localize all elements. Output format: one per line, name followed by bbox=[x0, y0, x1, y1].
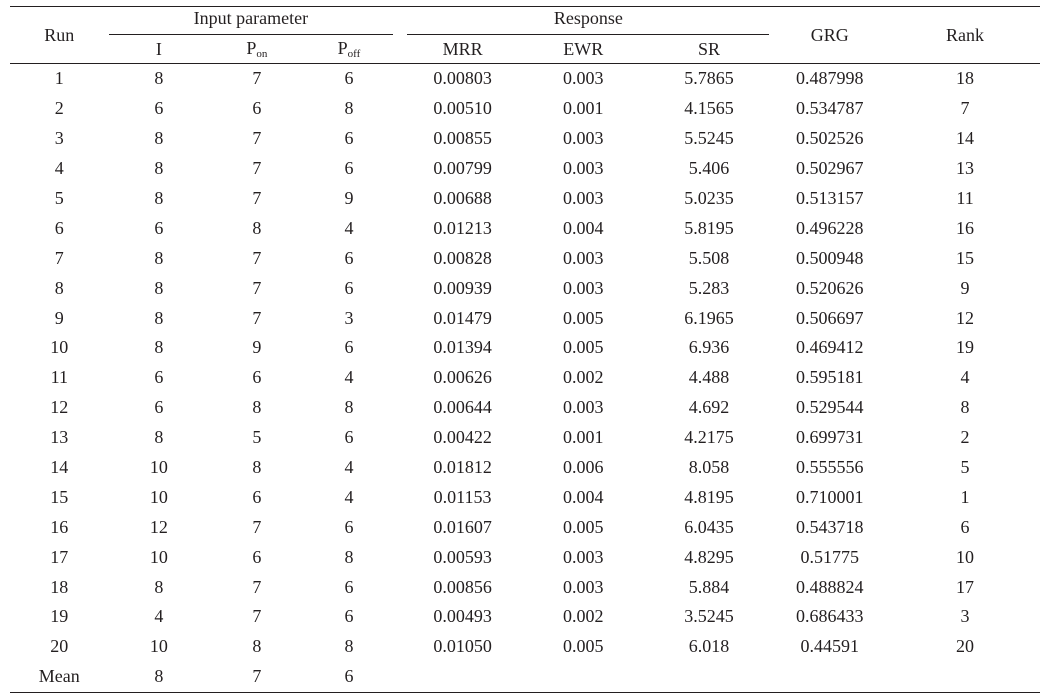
cell-rank: 1 bbox=[960, 486, 970, 507]
cell-rank: 18 bbox=[956, 68, 975, 89]
cell-grg: 0.529544 bbox=[795, 397, 864, 418]
cell-ewr: 0.006 bbox=[563, 457, 604, 478]
cell-grg: 0.699731 bbox=[795, 427, 864, 448]
cell-sr: 3.5245 bbox=[684, 606, 734, 627]
cell-pon: 8 bbox=[252, 636, 262, 657]
cell-run: 18 bbox=[50, 576, 69, 597]
cell-i: 8 bbox=[154, 427, 164, 448]
cell-rank: 11 bbox=[956, 188, 974, 208]
cell-rank: 13 bbox=[956, 158, 975, 179]
cell-mrr: 0.01812 bbox=[433, 457, 492, 478]
header-mrr: MRR bbox=[407, 35, 518, 64]
table-row bbox=[10, 482, 1040, 512]
cell-ewr: 0.001 bbox=[563, 98, 604, 119]
cell-rank bbox=[890, 662, 1040, 692]
cell-mrr: 0.00828 bbox=[433, 247, 492, 268]
cell-grg: 0.44591 bbox=[800, 636, 859, 657]
cell-sr: 5.508 bbox=[688, 247, 730, 268]
table-row bbox=[10, 333, 1040, 363]
cell-rank: 4 bbox=[960, 367, 970, 388]
cell-mrr: 0.00644 bbox=[433, 397, 492, 418]
cell-grg: 0.595181 bbox=[795, 367, 864, 388]
cell-rank: 7 bbox=[960, 98, 970, 119]
cell-poff: 4 bbox=[344, 457, 354, 478]
cell-run: 5 bbox=[54, 188, 64, 208]
cell-rank: 9 bbox=[960, 277, 970, 298]
cell-sr: 5.5245 bbox=[684, 128, 734, 149]
cell-grg: 0.686433 bbox=[795, 606, 864, 627]
cell-pon: 7 bbox=[252, 158, 262, 179]
cell-poff: 3 bbox=[344, 307, 354, 328]
cell-sr: 4.1565 bbox=[684, 98, 734, 119]
cell-ewr: 0.003 bbox=[563, 247, 604, 268]
cell-ewr: 0.005 bbox=[563, 337, 604, 358]
cell-run: 9 bbox=[54, 307, 64, 328]
cell-mrr: 0.00799 bbox=[433, 158, 492, 179]
cell-mrr: 0.00939 bbox=[433, 277, 492, 298]
cell-ewr: 0.002 bbox=[563, 367, 604, 388]
cell-sr: 4.2175 bbox=[684, 427, 734, 448]
cell-i: 10 bbox=[149, 486, 168, 507]
cell-run: Mean bbox=[10, 662, 109, 692]
cell-mrr: 0.00422 bbox=[433, 427, 492, 448]
header-response: Response bbox=[407, 7, 769, 36]
cell-ewr: 0.003 bbox=[563, 158, 604, 179]
cell-poff: 4 bbox=[344, 217, 354, 238]
cell-sr: 6.0435 bbox=[684, 516, 734, 537]
cell-ewr: 0.003 bbox=[563, 546, 604, 567]
cell-pon: 9 bbox=[252, 337, 262, 358]
cell-sr: 6.1965 bbox=[684, 307, 734, 328]
table-row bbox=[10, 542, 1040, 572]
cell-i: 10 bbox=[149, 636, 168, 657]
cell-i: 8 bbox=[154, 337, 164, 358]
cell-grg: 0.488824 bbox=[795, 576, 864, 597]
cell-rank: 8 bbox=[960, 397, 970, 418]
cell-i: 8 bbox=[154, 188, 164, 208]
table-row bbox=[10, 273, 1040, 303]
header-input-parameter: Input parameter bbox=[109, 7, 394, 36]
cell-i: 6 bbox=[154, 397, 164, 418]
header-poff: $P_{off}$ bbox=[305, 35, 394, 64]
header-ewr: EWR bbox=[518, 35, 649, 64]
cell-i: 8 bbox=[154, 576, 164, 597]
cell-i: 8 bbox=[154, 68, 164, 89]
cell-run: 16 bbox=[50, 516, 69, 537]
cell-run: 12 bbox=[50, 397, 69, 418]
cell-poff: 6 bbox=[305, 662, 394, 692]
cell-run: 20 bbox=[50, 636, 69, 657]
cell-sr: 5.8195 bbox=[684, 217, 734, 238]
table-row bbox=[10, 94, 1040, 124]
cell-poff: 6 bbox=[344, 128, 354, 149]
cell-rank: 20 bbox=[956, 636, 975, 657]
cell-grg: 0.502967 bbox=[795, 158, 864, 179]
cell-mrr: 0.01213 bbox=[433, 217, 492, 238]
cell-mrr: 0.00493 bbox=[433, 606, 492, 627]
table-row bbox=[10, 363, 1040, 393]
cell-grg: 0.487998 bbox=[795, 68, 864, 89]
cell-run: 6 bbox=[54, 217, 64, 238]
table-row bbox=[10, 632, 1040, 662]
cell-i: 6 bbox=[154, 217, 164, 238]
cell-sr bbox=[649, 662, 770, 692]
cell-grg: 0.51775 bbox=[800, 546, 859, 567]
cell-mrr: 0.00593 bbox=[433, 546, 492, 567]
cell-ewr: 0.005 bbox=[563, 516, 604, 537]
table-row bbox=[10, 124, 1040, 154]
cell-pon: 7 bbox=[252, 188, 262, 208]
cell-grg: 0.506697 bbox=[795, 307, 864, 328]
cell-rank: 5 bbox=[960, 457, 970, 478]
cell-ewr: 0.003 bbox=[563, 397, 604, 418]
table-row bbox=[10, 154, 1040, 184]
cell-rank: 3 bbox=[960, 606, 970, 627]
cell-poff: 6 bbox=[344, 277, 354, 298]
table-row bbox=[10, 572, 1040, 602]
cell-ewr: 0.005 bbox=[563, 636, 604, 657]
cell-grg bbox=[769, 662, 890, 692]
cell-poff: 4 bbox=[344, 367, 354, 388]
table-row bbox=[10, 243, 1040, 273]
cell-run: 7 bbox=[54, 247, 64, 268]
cell-i: 8 bbox=[154, 158, 164, 179]
cell-sr: 4.488 bbox=[688, 367, 730, 388]
cell-pon: 7 bbox=[209, 662, 305, 692]
cell-mrr: 0.01394 bbox=[433, 337, 492, 358]
cell-mrr: 0.00510 bbox=[433, 98, 492, 119]
cell-sr: 4.692 bbox=[688, 397, 730, 418]
cell-pon: 7 bbox=[252, 247, 262, 268]
cell-run: 19 bbox=[50, 606, 69, 627]
cell-mrr: 0.00856 bbox=[433, 576, 492, 597]
cell-run: 3 bbox=[54, 128, 64, 149]
table-row bbox=[10, 602, 1040, 632]
cell-poff: 8 bbox=[344, 636, 354, 657]
cell-ewr: 0.004 bbox=[563, 217, 604, 238]
cell-ewr: 0.003 bbox=[563, 188, 604, 208]
header-i: I bbox=[109, 35, 210, 64]
cell-run: 8 bbox=[54, 277, 64, 298]
cell-i: 8 bbox=[154, 128, 164, 149]
cell-poff: 6 bbox=[344, 606, 354, 627]
cell-poff: 6 bbox=[344, 247, 354, 268]
cell-sr: 4.8295 bbox=[684, 546, 734, 567]
cell-sr: 5.884 bbox=[688, 576, 730, 597]
cell-run: 14 bbox=[50, 457, 69, 478]
cell-mrr: 0.01479 bbox=[433, 307, 492, 328]
cell-pon: 6 bbox=[252, 367, 262, 388]
cell-pon: 7 bbox=[252, 516, 262, 537]
cell-rank: 19 bbox=[956, 337, 975, 358]
cell-i: 10 bbox=[149, 546, 168, 567]
cell-rank: 17 bbox=[956, 576, 975, 597]
cell-pon: 8 bbox=[252, 457, 262, 478]
header-sr: SR bbox=[649, 35, 770, 64]
cell-ewr: 0.003 bbox=[563, 277, 604, 298]
cell-ewr: 0.004 bbox=[563, 486, 604, 507]
table-row bbox=[10, 393, 1040, 423]
cell-rank: 12 bbox=[956, 307, 975, 328]
cell-i: 8 bbox=[109, 662, 210, 692]
cell-i: 10 bbox=[149, 457, 168, 478]
cell-sr: 5.0235 bbox=[684, 188, 734, 208]
cell-ewr: 0.005 bbox=[563, 307, 604, 328]
cell-poff: 6 bbox=[344, 68, 354, 89]
cell-i: 6 bbox=[154, 367, 164, 388]
cell-run: 1 bbox=[54, 68, 64, 89]
cell-run: 10 bbox=[50, 337, 69, 358]
cell-ewr: 0.003 bbox=[563, 68, 604, 89]
cell-run: 4 bbox=[54, 158, 64, 179]
table-row bbox=[10, 64, 1040, 94]
header-run: Run bbox=[10, 7, 109, 64]
cell-rank: 16 bbox=[956, 217, 975, 238]
cell-i: 8 bbox=[154, 277, 164, 298]
cell-mrr: 0.01607 bbox=[433, 516, 492, 537]
cell-poff: 8 bbox=[344, 546, 354, 567]
table-row bbox=[10, 512, 1040, 542]
cell-grg: 0.534787 bbox=[795, 98, 864, 119]
cell-sr: 5.7865 bbox=[684, 68, 734, 89]
table-body bbox=[10, 64, 1040, 693]
cell-grg: 0.513157 bbox=[795, 188, 864, 208]
cell-sr: 8.058 bbox=[688, 457, 730, 478]
cell-run: 2 bbox=[54, 98, 64, 119]
cell-poff: 4 bbox=[344, 486, 354, 507]
cell-ewr bbox=[518, 662, 649, 692]
cell-grg: 0.500948 bbox=[795, 247, 864, 268]
cell-grg: 0.520626 bbox=[795, 277, 864, 298]
cell-poff: 6 bbox=[344, 427, 354, 448]
cell-grg: 0.502526 bbox=[795, 128, 864, 149]
table-row bbox=[10, 423, 1040, 453]
cell-pon: 6 bbox=[252, 486, 262, 507]
cell-poff: 8 bbox=[344, 397, 354, 418]
cell-sr: 4.8195 bbox=[684, 486, 734, 507]
header-grg: GRG bbox=[769, 7, 890, 64]
cell-pon: 7 bbox=[252, 576, 262, 597]
cell-pon: 6 bbox=[252, 98, 262, 119]
cell-mrr: 0.00803 bbox=[433, 68, 492, 89]
cell-grg: 0.469412 bbox=[795, 337, 864, 358]
cell-poff: 6 bbox=[344, 337, 354, 358]
cell-pon: 5 bbox=[252, 427, 262, 448]
cell-mrr: 0.00688 bbox=[433, 188, 492, 208]
cell-sr: 5.283 bbox=[688, 277, 730, 298]
cell-rank: 14 bbox=[956, 128, 975, 149]
cell-mrr: 0.00626 bbox=[433, 367, 492, 388]
cell-pon: 7 bbox=[252, 277, 262, 298]
cell-i: 6 bbox=[154, 98, 164, 119]
cell-ewr: 0.003 bbox=[563, 128, 604, 149]
cell-i: 12 bbox=[149, 516, 168, 537]
cell-grg: 0.555556 bbox=[795, 457, 864, 478]
cell-i: 8 bbox=[154, 247, 164, 268]
cell-poff: 6 bbox=[344, 158, 354, 179]
cell-rank: 2 bbox=[960, 427, 970, 448]
cell-mrr: 0.01050 bbox=[433, 636, 492, 657]
table-row bbox=[10, 213, 1040, 243]
cell-pon: 7 bbox=[252, 606, 262, 627]
table-row bbox=[10, 303, 1040, 333]
table-row bbox=[10, 184, 1040, 214]
cell-pon: 7 bbox=[252, 128, 262, 149]
cell-poff: 6 bbox=[344, 576, 354, 597]
header-pon: $P_{on}$ bbox=[209, 35, 305, 64]
cell-rank: 10 bbox=[956, 546, 975, 567]
cell-run: 13 bbox=[50, 427, 69, 448]
cell-pon: 6 bbox=[252, 546, 262, 567]
cell-pon: 7 bbox=[252, 307, 262, 328]
cell-rank: 6 bbox=[960, 516, 970, 537]
cell-ewr: 0.002 bbox=[563, 606, 604, 627]
cell-run: 15 bbox=[50, 486, 69, 507]
results-table bbox=[10, 6, 1040, 693]
cell-mrr: 0.00855 bbox=[433, 128, 492, 149]
cell-rank: 15 bbox=[956, 247, 975, 268]
cell-ewr: 0.001 bbox=[563, 427, 604, 448]
cell-pon: 7 bbox=[252, 68, 262, 89]
cell-run: 11 bbox=[50, 367, 68, 388]
cell-run: 17 bbox=[50, 546, 69, 567]
cell-mrr bbox=[407, 662, 518, 692]
cell-poff: 8 bbox=[344, 98, 354, 119]
table-row bbox=[10, 453, 1040, 483]
cell-sr: 5.406 bbox=[688, 158, 730, 179]
header-rank: Rank bbox=[890, 7, 1040, 64]
cell-grg: 0.496228 bbox=[795, 217, 864, 238]
cell-ewr: 0.003 bbox=[563, 576, 604, 597]
cell-pon: 8 bbox=[252, 397, 262, 418]
cell-pon: 8 bbox=[252, 217, 262, 238]
cell-i: 4 bbox=[154, 606, 164, 627]
cell-grg: 0.543718 bbox=[795, 516, 864, 537]
table-row bbox=[10, 662, 1040, 692]
cell-i: 8 bbox=[154, 307, 164, 328]
cell-sr: 6.936 bbox=[688, 337, 730, 358]
cell-grg: 0.710001 bbox=[795, 486, 864, 507]
cell-sr: 6.018 bbox=[688, 636, 730, 657]
cell-mrr: 0.01153 bbox=[433, 486, 492, 507]
cell-poff: 9 bbox=[344, 188, 354, 208]
cell-poff: 6 bbox=[344, 516, 354, 537]
